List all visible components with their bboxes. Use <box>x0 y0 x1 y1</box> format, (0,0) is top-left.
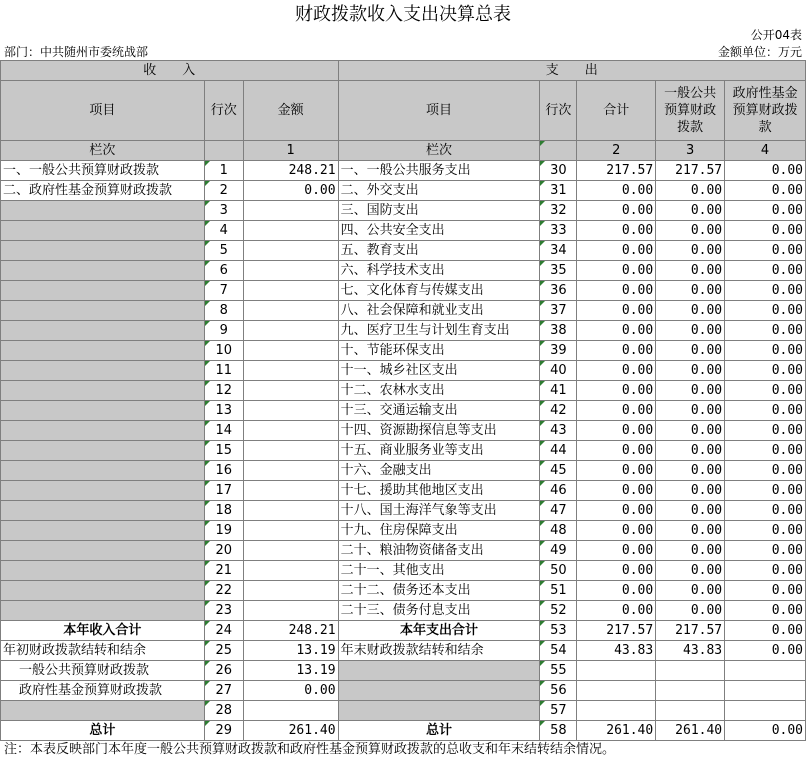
income-line-cell: 20 <box>204 541 243 561</box>
expense-fund-cell[interactable]: 0.00 <box>725 401 806 421</box>
expense-total-cell[interactable]: 0.00 <box>577 261 656 281</box>
begin-fund-line: 27 <box>204 681 243 701</box>
income-line-cell: 3 <box>204 201 243 221</box>
table-row <box>1 521 806 541</box>
expense-fund-cell[interactable]: 0.00 <box>725 461 806 481</box>
expense-fund-cell[interactable]: 0.00 <box>725 341 806 361</box>
begin-balance-line: 25 <box>204 641 243 661</box>
expense-line-cell: 37 <box>540 301 577 321</box>
table-row <box>1 421 806 441</box>
income-amount-cell[interactable] <box>243 221 338 241</box>
income-item-cell <box>1 201 205 221</box>
expense-general-cell[interactable]: 0.00 <box>656 261 725 281</box>
expense-total-cell[interactable]: 0.00 <box>577 481 656 501</box>
expense-total-cell[interactable]: 0.00 <box>577 501 656 521</box>
expense-fund-cell[interactable]: 0.00 <box>725 241 806 261</box>
line-55: 55 <box>540 661 577 681</box>
begin-general-line: 26 <box>204 661 243 681</box>
summary-row-empty <box>1 701 806 721</box>
end-balance-total[interactable]: 43.83 <box>577 641 656 661</box>
income-item-cell <box>1 461 205 481</box>
expense-line-cell: 40 <box>540 361 577 381</box>
expense-item-cell: 二十二、债务还本支出 <box>338 581 540 601</box>
blank-cell <box>338 681 540 701</box>
lanci-label-2: 栏次 <box>338 141 540 161</box>
expense-line-cell: 46 <box>540 481 577 501</box>
income-item-cell <box>1 321 205 341</box>
table-row <box>1 601 806 621</box>
income-amount-cell[interactable] <box>243 201 338 221</box>
blank-cell <box>725 701 806 721</box>
header-total: 合计 <box>577 81 656 141</box>
summary-row-balance <box>1 641 806 661</box>
header-row <box>1 81 806 141</box>
expense-item-cell: 十五、商业服务业等支出 <box>338 441 540 461</box>
expense-item-cell: 十三、交通运输支出 <box>338 401 540 421</box>
expense-fund-cell[interactable]: 0.00 <box>725 361 806 381</box>
expense-total-amount[interactable]: 217.57 <box>577 621 656 641</box>
income-line-cell: 5 <box>204 241 243 261</box>
income-total-label: 本年收入合计 <box>1 621 205 641</box>
income-item-cell <box>1 521 205 541</box>
col-num-1: 1 <box>243 141 338 161</box>
expense-line-cell: 42 <box>540 401 577 421</box>
expense-general-cell[interactable]: 0.00 <box>656 561 725 581</box>
expense-general-cell[interactable]: 0.00 <box>656 421 725 441</box>
expense-total-cell[interactable]: 0.00 <box>577 401 656 421</box>
expense-band: 支 出 <box>338 61 805 81</box>
income-amount-cell[interactable] <box>243 301 338 321</box>
summary-row-fund <box>1 681 806 701</box>
expense-general-cell[interactable]: 0.00 <box>656 481 725 501</box>
expense-fund-cell[interactable]: 0.00 <box>725 541 806 561</box>
expense-line-cell: 52 <box>540 601 577 621</box>
header-general: 一般公共预算财政拨款 <box>656 81 725 141</box>
blank-cell <box>577 681 656 701</box>
expense-line-cell: 51 <box>540 581 577 601</box>
expense-total-cell[interactable]: 0.00 <box>577 581 656 601</box>
expense-fund-cell[interactable]: 0.00 <box>725 261 806 281</box>
income-line-cell: 11 <box>204 361 243 381</box>
begin-balance-label: 年初财政拨款结转和结余 <box>1 641 205 661</box>
income-item-cell <box>1 601 205 621</box>
table-row <box>1 201 806 221</box>
expense-general-cell[interactable]: 0.00 <box>656 321 725 341</box>
header-income-item: 项目 <box>1 81 205 141</box>
expense-line-cell: 35 <box>540 261 577 281</box>
table-row <box>1 581 806 601</box>
income-amount-cell[interactable] <box>243 481 338 501</box>
expense-line-cell: 33 <box>540 221 577 241</box>
expense-general-cell[interactable]: 0.00 <box>656 201 725 221</box>
col-num-3: 3 <box>656 141 725 161</box>
end-balance-fund[interactable]: 0.00 <box>725 641 806 661</box>
header-income-amount: 金额 <box>243 81 338 141</box>
expense-total-cell[interactable]: 0.00 <box>577 221 656 241</box>
expense-item-cell: 六、科学技术支出 <box>338 261 540 281</box>
expense-fund-cell[interactable]: 0.00 <box>725 201 806 221</box>
income-amount-cell[interactable]: 0.00 <box>243 181 338 201</box>
income-amount-cell[interactable] <box>243 561 338 581</box>
table-row <box>1 361 806 381</box>
income-line-cell: 23 <box>204 601 243 621</box>
expense-line-cell: 38 <box>540 321 577 341</box>
expense-general-cell[interactable]: 0.00 <box>656 281 725 301</box>
income-item-cell: 二、政府性基金预算财政拨款 <box>1 181 205 201</box>
expense-item-cell: 二十一、其他支出 <box>338 561 540 581</box>
table-row <box>1 281 806 301</box>
band-row <box>1 61 806 81</box>
expense-item-cell: 十九、住房保障支出 <box>338 521 540 541</box>
department-label: 部门：中共随州市委统战部 <box>4 45 149 59</box>
expense-fund-cell[interactable]: 0.00 <box>725 481 806 501</box>
table-row <box>1 341 806 361</box>
header-expense-line: 行次 <box>540 81 577 141</box>
grand-total-label-2: 总计 <box>338 721 540 741</box>
col-num-2: 2 <box>577 141 656 161</box>
table-row <box>1 221 806 241</box>
expense-total-cell[interactable]: 0.00 <box>577 181 656 201</box>
expense-fund-cell[interactable]: 0.00 <box>725 521 806 541</box>
expense-general-cell[interactable]: 217.57 <box>656 161 725 181</box>
income-line-cell: 12 <box>204 381 243 401</box>
expense-item-cell: 二十、粮油物资储备支出 <box>338 541 540 561</box>
expense-total-line: 53 <box>540 621 577 641</box>
income-amount-cell[interactable] <box>243 321 338 341</box>
income-item-cell <box>1 581 205 601</box>
blank-cell <box>1 701 205 721</box>
expense-total-cell[interactable]: 0.00 <box>577 341 656 361</box>
income-item-cell <box>1 281 205 301</box>
blank-cell <box>577 661 656 681</box>
expense-item-cell: 八、社会保障和就业支出 <box>338 301 540 321</box>
expense-fund-cell[interactable]: 0.00 <box>725 161 806 181</box>
expense-total-cell[interactable]: 0.00 <box>577 381 656 401</box>
expense-total-general[interactable]: 217.57 <box>656 621 725 641</box>
table-row <box>1 401 806 421</box>
income-amount-cell[interactable] <box>243 581 338 601</box>
blank-cell <box>725 681 806 701</box>
grand-total-fund[interactable]: 0.00 <box>725 721 806 741</box>
income-amount-cell[interactable] <box>243 261 338 281</box>
expense-general-cell[interactable]: 0.00 <box>656 501 725 521</box>
income-line-cell: 9 <box>204 321 243 341</box>
expense-fund-cell[interactable]: 0.00 <box>725 221 806 241</box>
expense-general-cell[interactable]: 0.00 <box>656 361 725 381</box>
expense-item-cell: 三、国防支出 <box>338 201 540 221</box>
income-amount-cell[interactable] <box>243 281 338 301</box>
income-line-cell: 6 <box>204 261 243 281</box>
income-amount-cell[interactable] <box>243 541 338 561</box>
table-row <box>1 301 806 321</box>
blank-cell <box>338 661 540 681</box>
income-item-cell <box>1 401 205 421</box>
income-item-cell <box>1 561 205 581</box>
income-amount-cell[interactable] <box>243 601 338 621</box>
begin-fund-amount[interactable]: 0.00 <box>243 681 338 701</box>
begin-general-amount[interactable]: 13.19 <box>243 661 338 681</box>
table-row <box>1 261 806 281</box>
expense-fund-cell[interactable]: 0.00 <box>725 301 806 321</box>
income-item-cell <box>1 501 205 521</box>
table-row <box>1 241 806 261</box>
expense-general-cell[interactable]: 0.00 <box>656 541 725 561</box>
expense-total-cell[interactable]: 0.00 <box>577 441 656 461</box>
line-28: 28 <box>204 701 243 721</box>
expense-general-cell[interactable]: 0.00 <box>656 581 725 601</box>
expense-line-cell: 41 <box>540 381 577 401</box>
income-item-cell <box>1 261 205 281</box>
expense-total-cell[interactable]: 0.00 <box>577 361 656 381</box>
income-line-cell: 1 <box>204 161 243 181</box>
income-item-cell <box>1 361 205 381</box>
header-fund: 政府性基金预算财政拨款 <box>725 81 806 141</box>
expense-fund-cell[interactable]: 0.00 <box>725 181 806 201</box>
blank-cell <box>656 681 725 701</box>
lanci-empty <box>204 141 243 161</box>
income-amount-cell[interactable] <box>243 521 338 541</box>
expense-general-cell[interactable]: 0.00 <box>656 381 725 401</box>
lanci-label: 栏次 <box>1 141 205 161</box>
expense-total-cell[interactable]: 0.00 <box>577 281 656 301</box>
expense-item-cell: 二、外交支出 <box>338 181 540 201</box>
expense-fund-cell[interactable]: 0.00 <box>725 501 806 521</box>
expense-fund-cell[interactable]: 0.00 <box>725 321 806 341</box>
table-row <box>1 381 806 401</box>
expense-fund-cell[interactable]: 0.00 <box>725 581 806 601</box>
col-num-4: 4 <box>725 141 806 161</box>
expense-line-cell: 47 <box>540 501 577 521</box>
income-item-cell <box>1 301 205 321</box>
blank-cell <box>577 701 656 721</box>
expense-total-cell[interactable]: 0.00 <box>577 541 656 561</box>
income-amount-cell[interactable] <box>243 441 338 461</box>
table-row <box>1 561 806 581</box>
expense-total-label: 本年支出合计 <box>338 621 540 641</box>
expense-line-cell: 48 <box>540 521 577 541</box>
lanci-empty-2 <box>540 141 577 161</box>
expense-fund-cell[interactable]: 0.00 <box>725 421 806 441</box>
income-amount-cell[interactable] <box>243 421 338 441</box>
blank-cell <box>338 701 540 721</box>
header-income-line: 行次 <box>204 81 243 141</box>
expense-fund-cell[interactable]: 0.00 <box>725 281 806 301</box>
expense-line-cell: 45 <box>540 461 577 481</box>
grand-total-label: 总计 <box>1 721 205 741</box>
line-56: 56 <box>540 681 577 701</box>
expense-line-cell: 36 <box>540 281 577 301</box>
end-balance-general[interactable]: 43.83 <box>656 641 725 661</box>
expense-fund-cell[interactable]: 0.00 <box>725 561 806 581</box>
expense-line-cell: 39 <box>540 341 577 361</box>
expense-total-cell[interactable]: 0.00 <box>577 301 656 321</box>
income-line-cell: 2 <box>204 181 243 201</box>
expense-total-cell[interactable]: 0.00 <box>577 241 656 261</box>
budget-table <box>0 60 806 741</box>
expense-total-cell[interactable]: 0.00 <box>577 601 656 621</box>
expense-line-cell: 34 <box>540 241 577 261</box>
income-item-cell <box>1 541 205 561</box>
income-amount-cell[interactable] <box>243 381 338 401</box>
income-item-cell <box>1 441 205 461</box>
form-code: 公开04表 <box>750 28 802 42</box>
grand-total-total[interactable]: 261.40 <box>577 721 656 741</box>
begin-balance-amount[interactable]: 13.19 <box>243 641 338 661</box>
expense-item-cell: 十六、金融支出 <box>338 461 540 481</box>
income-line-cell: 7 <box>204 281 243 301</box>
line-57: 57 <box>540 701 577 721</box>
income-amount-cell[interactable] <box>243 401 338 421</box>
expense-item-cell: 十八、国土海洋气象等支出 <box>338 501 540 521</box>
income-item-cell: 一、一般公共预算财政拨款 <box>1 161 205 181</box>
income-line-cell: 21 <box>204 561 243 581</box>
income-total-amount[interactable]: 248.21 <box>243 621 338 641</box>
expense-line-cell: 50 <box>540 561 577 581</box>
income-line-cell: 10 <box>204 341 243 361</box>
expense-general-cell[interactable]: 0.00 <box>656 301 725 321</box>
grand-total-line: 29 <box>204 721 243 741</box>
expense-fund-cell[interactable]: 0.00 <box>725 441 806 461</box>
income-line-cell: 16 <box>204 461 243 481</box>
expense-line-cell: 43 <box>540 421 577 441</box>
income-total-line: 24 <box>204 621 243 641</box>
income-line-cell: 17 <box>204 481 243 501</box>
expense-total-cell[interactable]: 217.57 <box>577 161 656 181</box>
unit-label: 金额单位：万元 <box>717 45 802 59</box>
income-line-cell: 19 <box>204 521 243 541</box>
expense-item-cell: 五、教育支出 <box>338 241 540 261</box>
income-amount-cell[interactable] <box>243 241 338 261</box>
income-amount-cell[interactable] <box>243 461 338 481</box>
income-item-cell <box>1 421 205 441</box>
income-item-cell <box>1 221 205 241</box>
income-item-cell <box>1 481 205 501</box>
report-title: 财政拨款收入支出决算总表 <box>295 4 511 25</box>
expense-fund-cell[interactable]: 0.00 <box>725 601 806 621</box>
income-line-cell: 18 <box>204 501 243 521</box>
table-row <box>1 461 806 481</box>
expense-total-cell[interactable]: 0.00 <box>577 201 656 221</box>
expense-general-cell[interactable]: 0.00 <box>656 521 725 541</box>
income-item-cell <box>1 381 205 401</box>
expense-item-cell: 十二、农林水支出 <box>338 381 540 401</box>
expense-item-cell: 七、文化体育与传媒支出 <box>338 281 540 301</box>
expense-item-cell: 十四、资源勘探信息等支出 <box>338 421 540 441</box>
income-amount-cell[interactable] <box>243 341 338 361</box>
blank-cell <box>656 701 725 721</box>
table-row <box>1 541 806 561</box>
expense-total-fund[interactable]: 0.00 <box>725 621 806 641</box>
summary-row-totals <box>1 621 806 641</box>
expense-line-cell: 44 <box>540 441 577 461</box>
income-amount-cell[interactable]: 248.21 <box>243 161 338 181</box>
grand-total-line-2: 58 <box>540 721 577 741</box>
expense-general-cell[interactable]: 0.00 <box>656 221 725 241</box>
income-item-cell <box>1 341 205 361</box>
expense-general-cell[interactable]: 0.00 <box>656 241 725 261</box>
expense-item-cell: 二十三、债务付息支出 <box>338 601 540 621</box>
table-row <box>1 161 806 181</box>
blank-cell <box>243 701 338 721</box>
expense-item-cell: 十七、援助其他地区支出 <box>338 481 540 501</box>
expense-line-cell: 31 <box>540 181 577 201</box>
footnote: 注：本表反映部门本年度一般公共预算财政拨款和政府性基金预算财政拨款的总收支和年末结转结余情况。 <box>4 742 616 757</box>
expense-general-cell[interactable]: 0.00 <box>656 441 725 461</box>
grand-total-amount[interactable]: 261.40 <box>243 721 338 741</box>
grand-total-general[interactable]: 261.40 <box>656 721 725 741</box>
header-expense-item: 项目 <box>338 81 540 141</box>
expense-general-cell[interactable]: 0.00 <box>656 401 725 421</box>
income-amount-cell[interactable] <box>243 361 338 381</box>
table-row <box>1 501 806 521</box>
begin-fund-label: 政府性基金预算财政拨款 <box>1 681 205 701</box>
income-band: 收 入 <box>1 61 339 81</box>
income-line-cell: 22 <box>204 581 243 601</box>
expense-general-cell[interactable]: 0.00 <box>656 601 725 621</box>
table-row <box>1 481 806 501</box>
expense-total-cell[interactable]: 0.00 <box>577 521 656 541</box>
income-item-cell <box>1 241 205 261</box>
end-balance-line: 54 <box>540 641 577 661</box>
expense-fund-cell[interactable]: 0.00 <box>725 381 806 401</box>
table-row <box>1 441 806 461</box>
expense-line-cell: 30 <box>540 161 577 181</box>
begin-general-label: 一般公共预算财政拨款 <box>1 661 205 681</box>
expense-item-cell: 一、一般公共服务支出 <box>338 161 540 181</box>
income-line-cell: 15 <box>204 441 243 461</box>
blank-cell <box>725 661 806 681</box>
expense-general-cell[interactable]: 0.00 <box>656 181 725 201</box>
income-line-cell: 8 <box>204 301 243 321</box>
expense-line-cell: 32 <box>540 201 577 221</box>
expense-line-cell: 49 <box>540 541 577 561</box>
table-row <box>1 181 806 201</box>
expense-item-cell: 四、公共安全支出 <box>338 221 540 241</box>
table-row <box>1 321 806 341</box>
expense-total-cell[interactable]: 0.00 <box>577 461 656 481</box>
expense-item-cell: 九、医疗卫生与计划生育支出 <box>338 321 540 341</box>
expense-total-cell[interactable]: 0.00 <box>577 421 656 441</box>
income-line-cell: 13 <box>204 401 243 421</box>
expense-general-cell[interactable]: 0.00 <box>656 341 725 361</box>
summary-row-general <box>1 661 806 681</box>
column-number-row <box>1 141 806 161</box>
blank-cell <box>656 661 725 681</box>
expense-total-cell[interactable]: 0.00 <box>577 321 656 341</box>
expense-general-cell[interactable]: 0.00 <box>656 461 725 481</box>
expense-item-cell: 十、节能环保支出 <box>338 341 540 361</box>
income-line-cell: 14 <box>204 421 243 441</box>
income-amount-cell[interactable] <box>243 501 338 521</box>
end-balance-label: 年末财政拨款结转和结余 <box>338 641 540 661</box>
expense-total-cell[interactable]: 0.00 <box>577 561 656 581</box>
expense-item-cell: 十一、城乡社区支出 <box>338 361 540 381</box>
income-line-cell: 4 <box>204 221 243 241</box>
grand-total-row <box>1 721 806 741</box>
